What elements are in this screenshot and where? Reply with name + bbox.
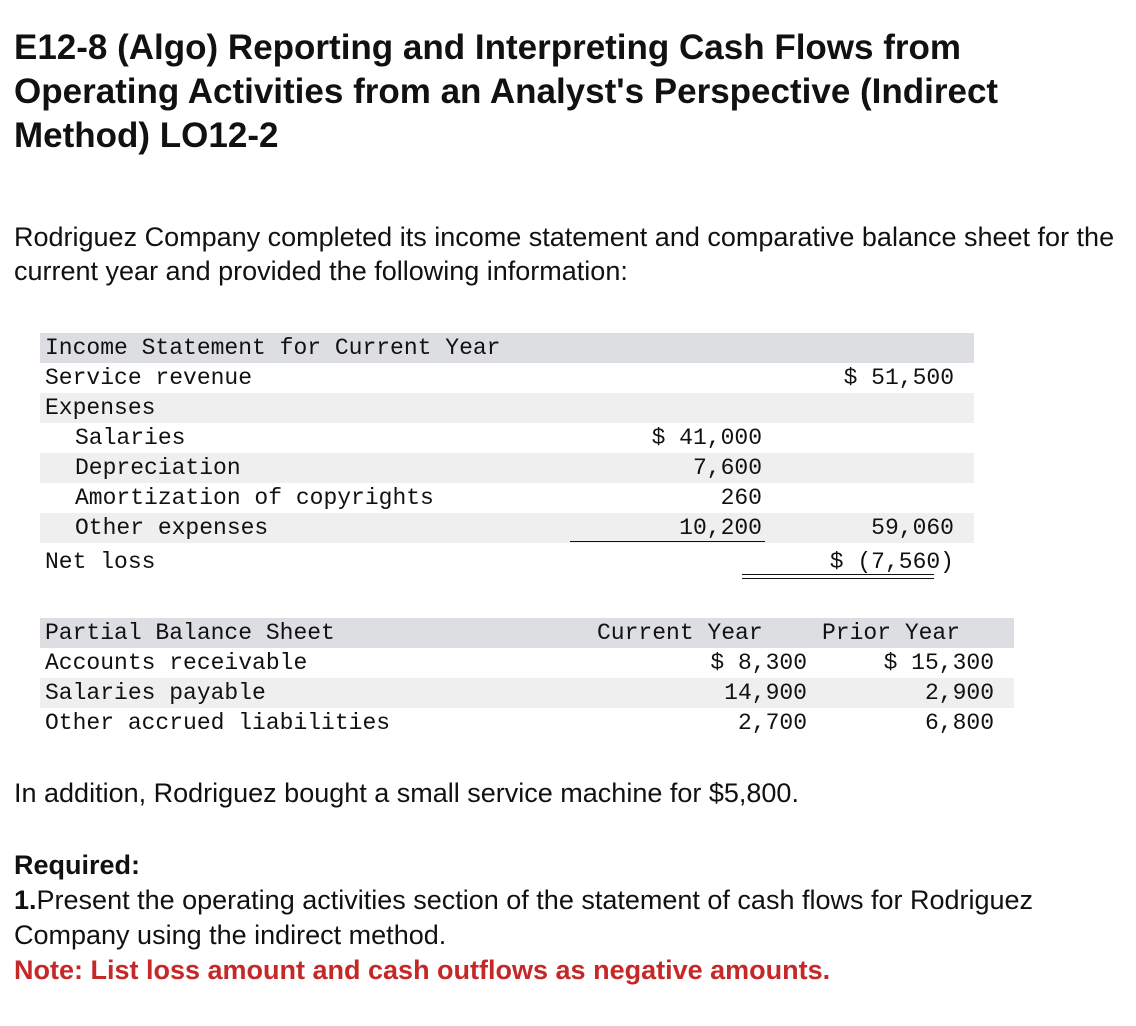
table-row: [40, 678, 1014, 708]
table-row: [40, 393, 974, 423]
required-note: Note: List loss amount and cash outflows as negative amounts.: [14, 955, 831, 985]
income-statement-table: [40, 333, 974, 577]
salaries-payable-label: Salaries payable: [45, 680, 266, 706]
table-row: [40, 708, 1014, 738]
net-loss-label: Net loss: [45, 549, 156, 575]
service-revenue-amount: $ 51,500: [843, 365, 954, 391]
table-row: [40, 513, 974, 543]
required-number: 1.: [14, 885, 37, 915]
depreciation-amount: 7,600: [692, 455, 762, 481]
total-expenses-amount: 59,060: [871, 515, 954, 541]
table-row: [40, 453, 974, 483]
required-text: Present the operating activities section of the statement of cash flows for Rodriguez Company using the indirect method.: [14, 885, 1034, 950]
accounts-receivable-current: $ 8,300: [710, 650, 807, 676]
other-accrued-label: Other accrued liabilities: [45, 710, 391, 736]
required-section: [14, 848, 1124, 988]
salaries-label: Salaries: [75, 425, 186, 451]
other-accrued-current: 2,700: [737, 710, 807, 736]
depreciation-label: Depreciation: [75, 455, 241, 481]
balance-sheet-heading-row: [40, 618, 1014, 648]
table-row: [40, 483, 974, 513]
current-year-header: Current Year: [597, 620, 763, 646]
net-loss-double-underline-2: [742, 578, 934, 579]
amortization-amount: 260: [720, 485, 762, 511]
table-row: [40, 648, 1014, 678]
salaries-payable-prior: 2,900: [924, 680, 994, 706]
addition-paragraph: In addition, Rodriguez bought a small service machine for $5,800.: [14, 778, 799, 808]
table-row: [40, 423, 974, 453]
salaries-payable-current: 14,900: [724, 680, 807, 706]
table-row: [40, 543, 974, 577]
amortization-label: Amortization of copyrights: [75, 485, 434, 511]
accounts-receivable-prior: $ 15,300: [883, 650, 994, 676]
income-statement-heading-row: [40, 333, 974, 363]
table-row: [40, 363, 974, 393]
other-expenses-label: Other expenses: [75, 515, 269, 541]
net-loss-double-underline: [742, 574, 934, 575]
service-revenue-label: Service revenue: [45, 365, 253, 391]
net-loss-amount: $ (7,560): [829, 549, 954, 575]
accounts-receivable-label: Accounts receivable: [45, 650, 308, 676]
intro-paragraph: Rodriguez Company completed its income statement and comparative balance sheet for the current year and provided the following information:: [14, 222, 1115, 286]
page-title: E12-8 (Algo) Reporting and Interpreting Cash Flows from Operating Activities from an Analyst's Perspective (Indirect Method) LO12-2: [14, 28, 999, 155]
expenses-label: Expenses: [45, 395, 156, 421]
required-heading: Required:: [14, 850, 141, 880]
subtotal-underline: [570, 541, 765, 542]
income-statement-heading: Income Statement for Current Year: [45, 335, 501, 361]
balance-sheet-heading: Partial Balance Sheet: [45, 620, 335, 646]
balance-sheet-table: [40, 618, 1014, 738]
other-expenses-amount: 10,200: [679, 515, 762, 541]
salaries-amount: $ 41,000: [651, 425, 762, 451]
prior-year-header: Prior Year: [822, 620, 961, 646]
other-accrued-prior: 6,800: [924, 710, 994, 736]
